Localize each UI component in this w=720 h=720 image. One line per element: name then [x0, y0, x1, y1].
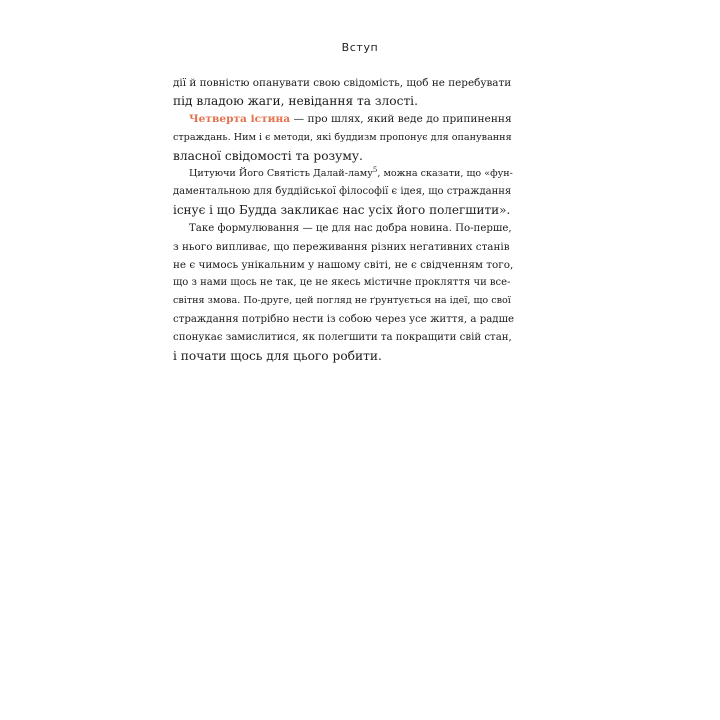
text-line: дії й повністю опанувати свою свідомість, щоб не перебувати — [173, 77, 512, 89]
text-line: під владою жаги, невідання та злості. — [173, 94, 418, 109]
text-line: і почати щось для цього робити. — [173, 349, 382, 364]
text-line: не є чимось унікальним у нашому світі, не є свідченням того, — [173, 259, 514, 272]
text-line — [173, 110, 514, 128]
highlighted-term: Четверта істина — [189, 113, 291, 126]
text-fragment: , можна сказати, що «фун- — [377, 168, 513, 180]
text-line — [173, 165, 514, 183]
text-line: страждання потрібно нести із собою через усе життя, а радше — [173, 313, 515, 325]
running-head: Вступ — [341, 41, 379, 54]
text-line: що з нами щось не так, це не якесь містичне прокляття чи все- — [173, 277, 511, 289]
text-line: з нього випливає, що переживання різних негативних станів — [173, 240, 510, 253]
text-line: Таке формулювання — це для нас добра новина. По-перше, — [189, 222, 512, 234]
paragraph-4 — [173, 220, 514, 366]
body-text — [173, 74, 514, 365]
text-fragment: Цитуючи Його Святість Далай-ламу — [189, 168, 373, 180]
text-line: спонукає замислитися, як полегшити та покращити свій стан, — [173, 331, 512, 343]
text-line: страждань. Ним і є методи, які буддизм пропонує для опанування — [173, 131, 512, 143]
text-line: існує і що Будда закликає нас усіх його полегшити». — [173, 203, 511, 218]
text-fragment: — про шлях, який веде до припинення — [290, 113, 512, 126]
text-line: даментальною для буддійської філософії є ідея, що страждання — [173, 186, 512, 198]
paragraph-3 — [173, 165, 514, 220]
text-line: власної свідомості та розуму. — [173, 148, 363, 163]
paragraph-1 — [173, 74, 514, 110]
footnote-reference: 5 — [372, 166, 378, 175]
text-line: світня змова. По-друге, цей погляд не ґрунтується на ідеї, що свої — [173, 295, 511, 307]
paragraph-2 — [173, 110, 514, 165]
